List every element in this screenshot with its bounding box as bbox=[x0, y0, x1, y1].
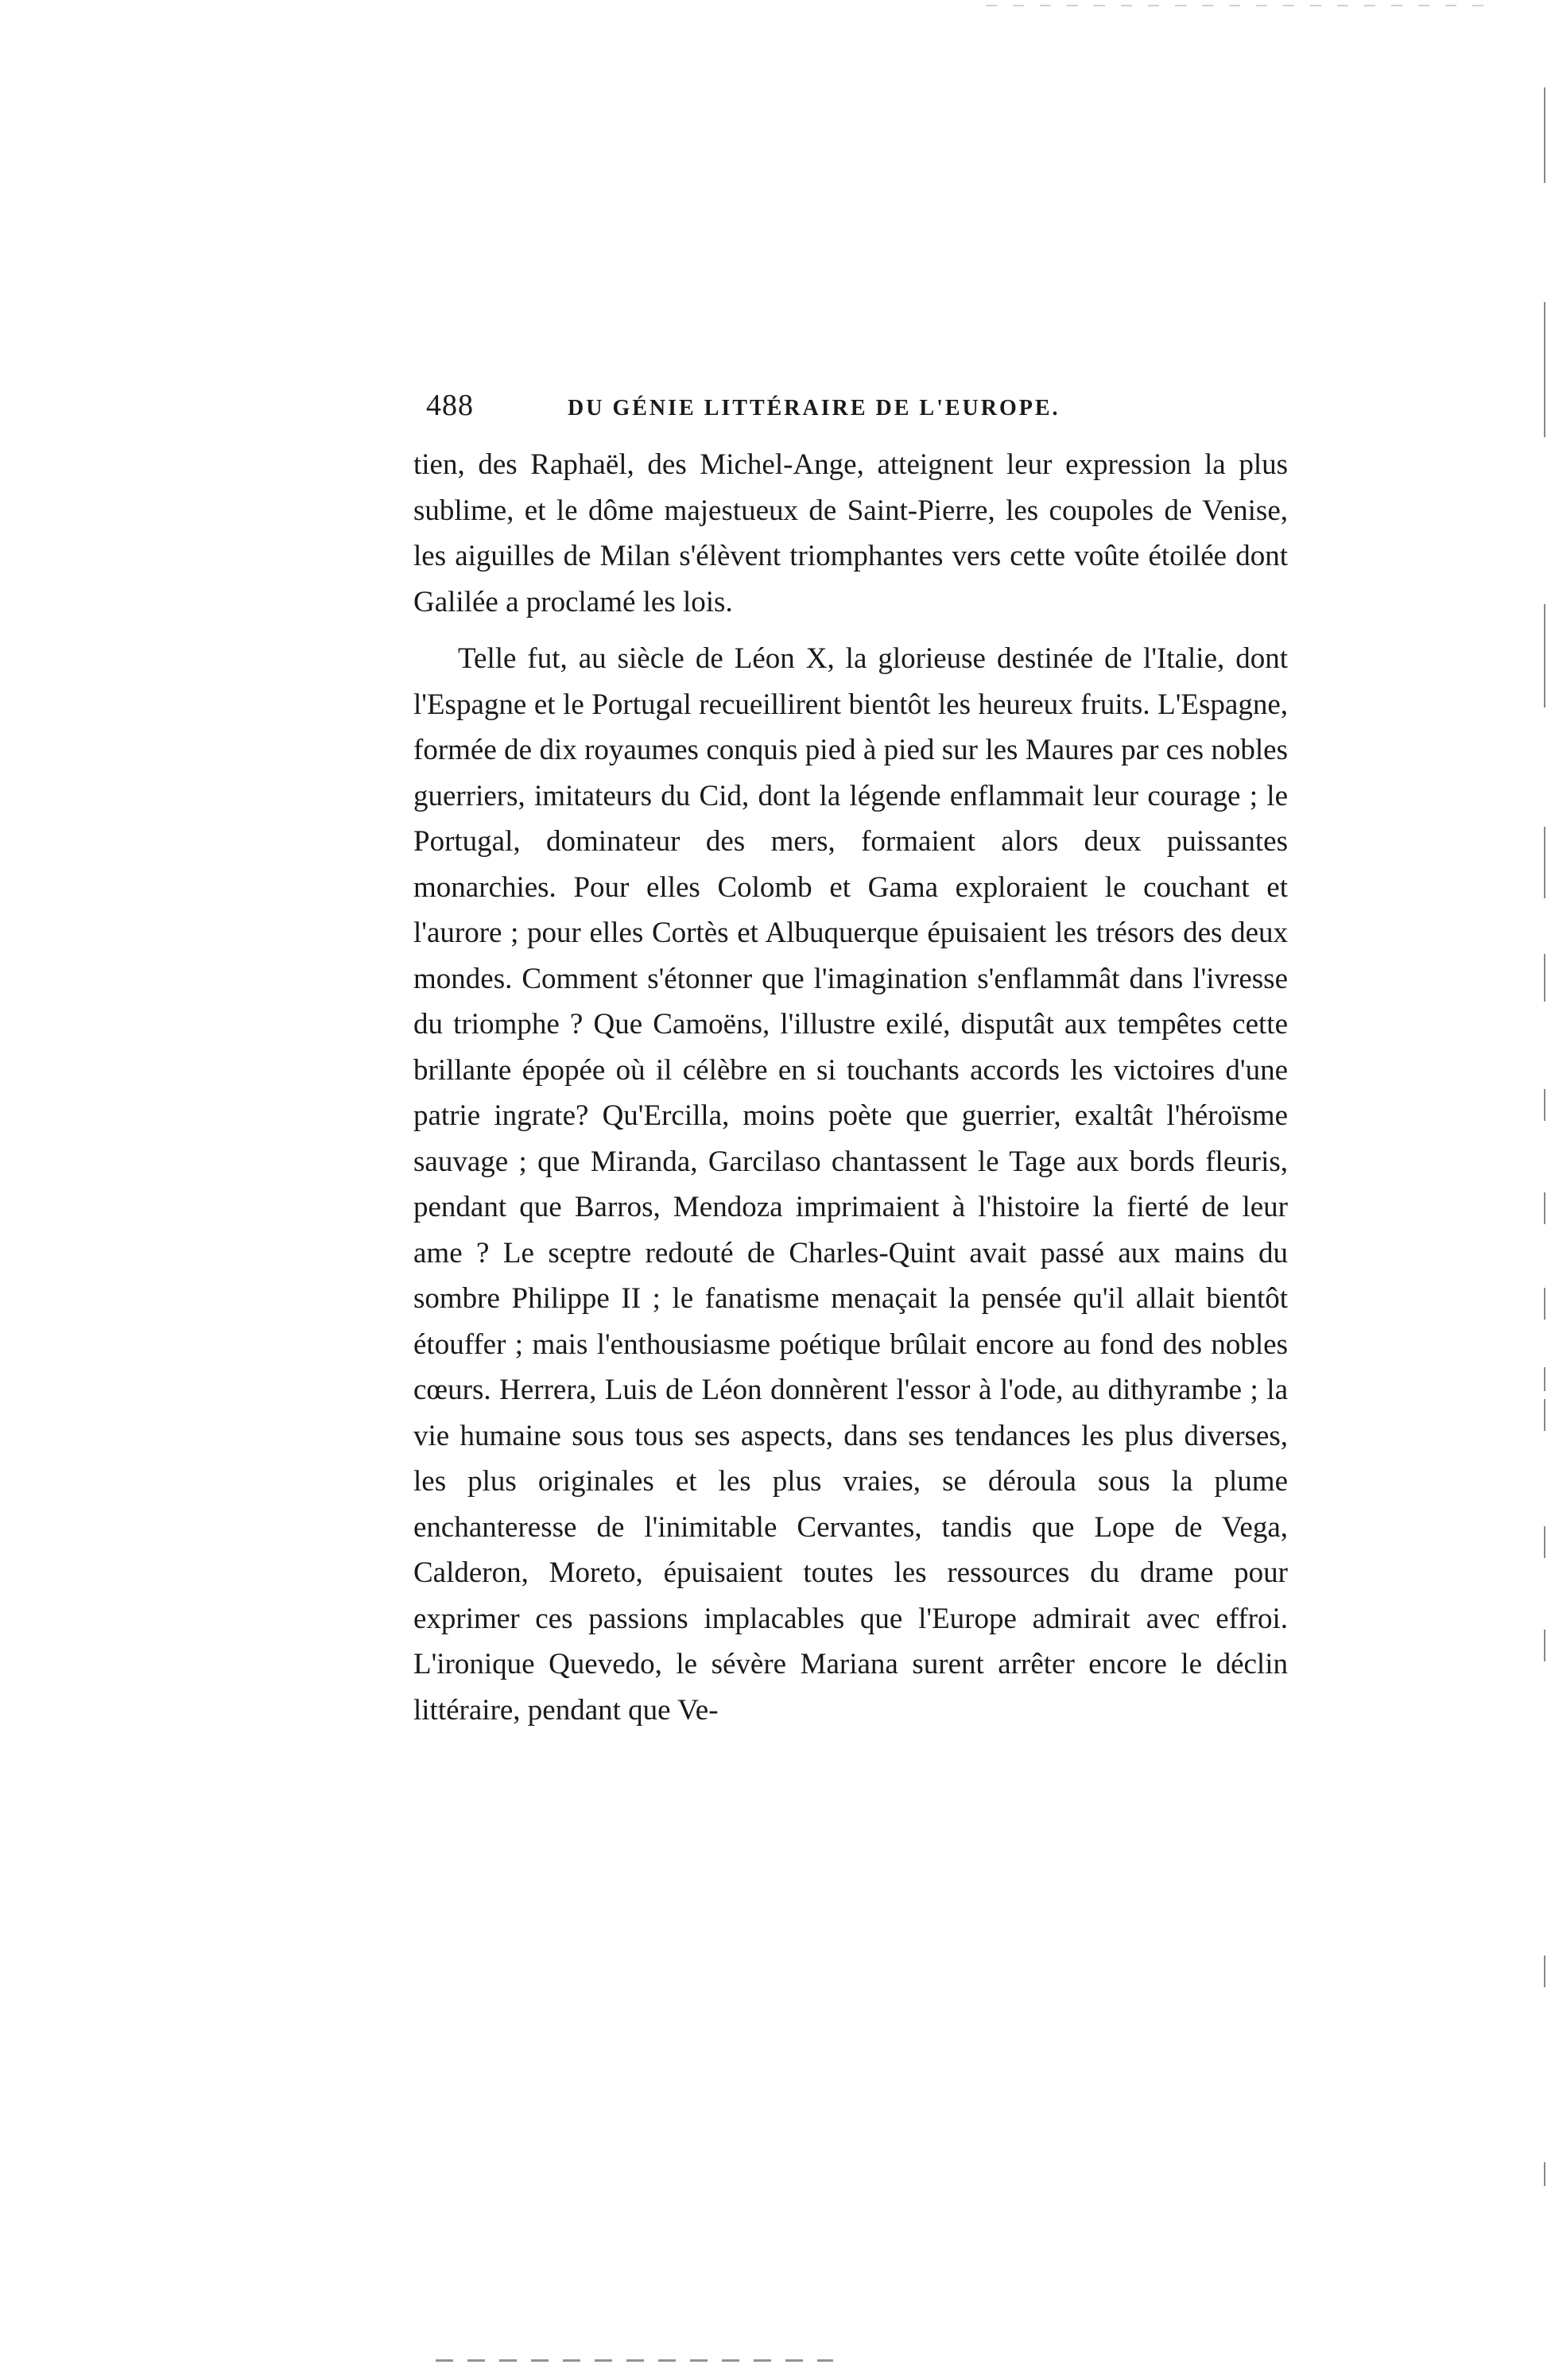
scan-edge-mark bbox=[1544, 954, 1545, 1002]
scan-edge-mark bbox=[1544, 1367, 1545, 1391]
running-title: DU GÉNIE LITTÉRAIRE DE L'EUROPE. bbox=[568, 396, 1060, 421]
scan-edge-mark bbox=[1544, 827, 1545, 898]
scan-edge-mark bbox=[1544, 604, 1545, 707]
scan-edge-mark bbox=[1544, 1399, 1545, 1431]
scan-edge-mark bbox=[1544, 1630, 1545, 1661]
scan-edge-mark bbox=[1544, 1192, 1545, 1224]
scan-edge-mark bbox=[1544, 302, 1545, 437]
scan-edge-mark bbox=[1544, 1956, 1545, 1987]
page-number: 488 bbox=[426, 389, 474, 422]
scan-edge-mark bbox=[1544, 1526, 1545, 1558]
paragraph-continuation: tien, des Raphaël, des Michel-Ange, atteignent leur expression la plus sublime, et le dôme majestueux de Saint-Pierre, les coupoles de Venise, les aiguilles de Milan s'élèvent triomphantes vers cette voûte étoilée dont Galilée a proclamé les lois. bbox=[413, 448, 1288, 618]
scan-edge-mark bbox=[1544, 1089, 1545, 1121]
scan-edge-mark bbox=[1544, 2162, 1545, 2186]
scan-edge-mark bbox=[1544, 1288, 1545, 1320]
body-text bbox=[413, 442, 1288, 1733]
scan-edge-mark bbox=[1544, 87, 1545, 183]
paragraph: Telle fut, au siècle de Léon X, la glorieuse destinée de l'Italie, dont l'Espagne et le Portugal recueillirent bientôt les heureux fruits. L'Espagne, formée de dix royaumes conquis pied à pied sur les Maures par ces nobles guerriers, imitateurs du Cid, dont la légende enflammait leur courage ; le Portugal, dominateur des mers, formaient alors deux puissantes monarchies. Pour elles Colomb et Gama exploraient le couchant et l'aurore ; pour elles Cortès et Albuquerque épuisaient les trésors des deux mondes. Comment s'étonner que l'imagination s'enflammât dans l'ivresse du triomphe ? Que Camoëns, l'illustre exilé, disputât aux tempêtes cette brillante épopée où il célèbre en si touchants accords les victoires d'une patrie ingrate? Qu'Ercilla, moins poète que guerrier, exaltât l'héroïsme sauvage ; que Miranda, Garcilaso chantassent le Tage aux bords fleuris, pendant que Barros, Mendoza imprimaient à l'histoire la fierté de leur ame ? Le sceptre redouté de Charles-Quint avait passé aux mains du sombre Philippe II ; le fanatisme menaçait la pensée qu'il allait bientôt étouffer ; mais l'enthousiasme poétique brûlait encore au fond des nobles cœurs. Herrera, Luis de Léon donnèrent l'essor à l'ode, au dithyrambe ; la vie humaine sous tous ses aspects, dans ses tendances les plus diverses, les plus originales et les plus vraies, se déroula sous la plume enchanteresse de l'inimitable Cervantes, tandis que Lope de Vega, Calderon, Moreto, épuisaient toutes les ressources du drame pour exprimer ces passions implacables que l'Europe admirait avec effroi. L'ironique Quevedo, le sévère Mariana surent arrêter encore le déclin littéraire, pendant que Ve- bbox=[413, 642, 1288, 1727]
scan-artifact-bottom bbox=[436, 2359, 833, 2362]
scan-artifact-top bbox=[986, 5, 1495, 6]
running-head bbox=[426, 388, 1294, 436]
